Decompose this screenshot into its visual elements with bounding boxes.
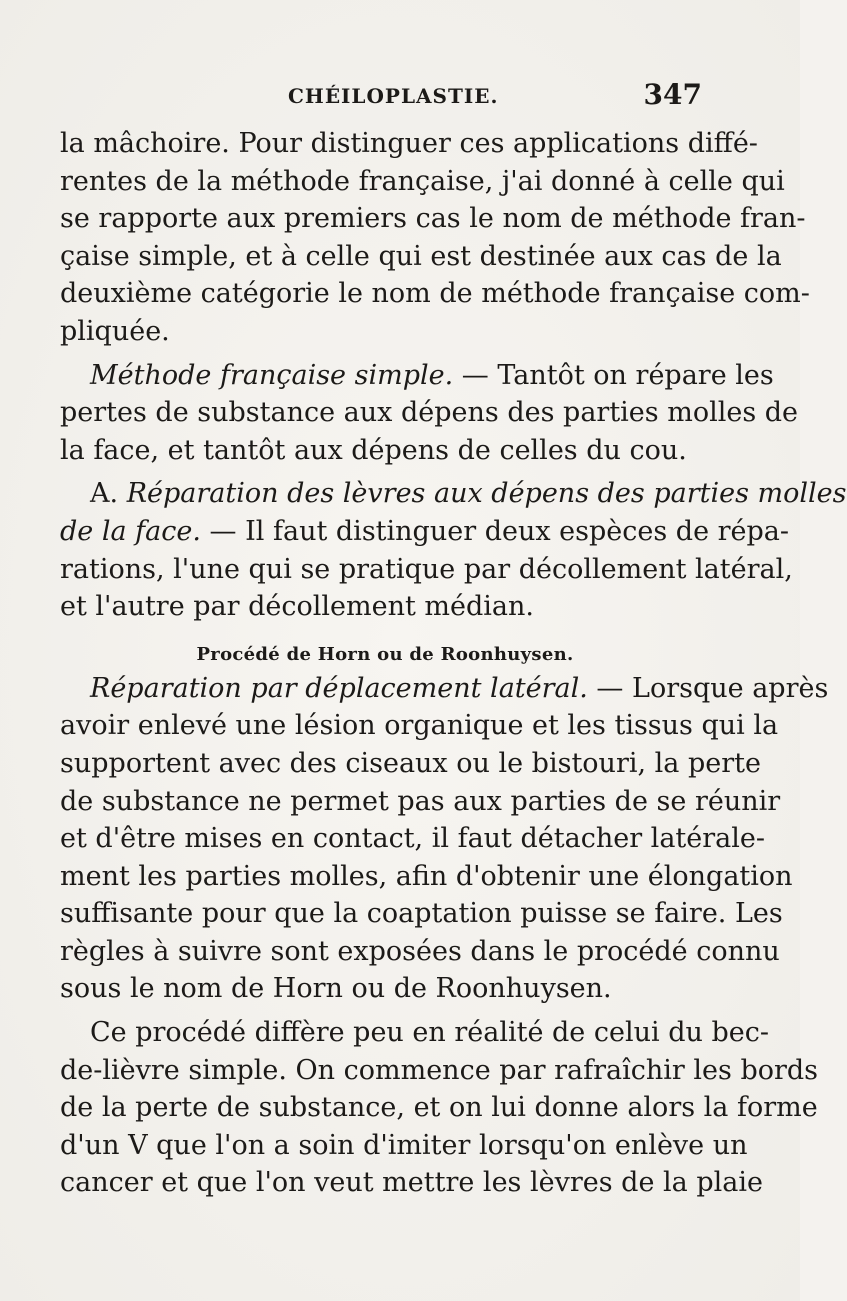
text-line: deuxième catégorie le nom de méthode française com-: [60, 278, 810, 310]
text-run: — Tantôt on répare les: [453, 359, 774, 391]
body-text: [60, 125, 847, 1202]
text-line: suffisante pour que la coaptation puisse se faire. Les: [60, 898, 783, 930]
text-line: de la perte de substance, et on lui donne alors la forme: [60, 1092, 818, 1124]
text-line: [60, 475, 847, 513]
text-line: ment les parties molles, afin d'obtenir une élongation: [60, 860, 793, 892]
text-line: pliquée.: [60, 315, 170, 347]
text-line: règles à suivre sont exposées dans le procédé connu: [60, 935, 780, 967]
text-line: cancer et que l'on veut mettre les lèvres de la plaie: [60, 1167, 763, 1199]
text-line: rations, l'une qui se pratique par décollement latéral,: [60, 553, 793, 585]
text-line: [60, 513, 790, 551]
section-heading: Procédé de Horn ou de Roonhuysen.: [196, 643, 574, 665]
text-line: sous le nom de Horn ou de Roonhuysen.: [60, 973, 612, 1005]
page-number: 347: [643, 78, 702, 111]
paragraph: [60, 125, 810, 351]
text-line: rentes de la méthode française, j'ai donné à celle qui: [60, 165, 785, 197]
paragraph-title: de la face.: [60, 515, 201, 547]
paragraph-title: Réparation des lèvres aux dépens des parties molles: [126, 478, 847, 510]
paragraph: [60, 670, 829, 1008]
paragraph-title: Méthode française simple.: [90, 359, 454, 391]
text-line: et d'être mises en contact, il faut détacher latérale-: [60, 823, 765, 855]
text-line: la face, et tantôt aux dépens de celles du cou.: [60, 434, 687, 466]
paragraph-title: Réparation par déplacement latéral.: [90, 672, 588, 704]
text-line: supportent avec des ciseaux ou le bistouri, la perte: [60, 747, 761, 779]
text-line: çaise simple, et à celle qui est destinée aux cas de la: [60, 240, 782, 272]
text-line: [60, 357, 774, 395]
text-run: — Il faut distinguer deux espèces de répa-: [200, 515, 790, 547]
paragraph: [60, 357, 799, 470]
text-line: Ce procédé diffère peu en réalité de celui du bec-: [90, 1017, 769, 1049]
text-line: d'un V que l'on a soin d'imiter lorsqu'on enlève un: [60, 1129, 748, 1161]
text-run: — Lorsque après: [587, 672, 829, 704]
paragraph-label: A.: [90, 478, 119, 510]
text-line: et l'autre par décollement médian.: [60, 591, 535, 623]
text-line: de substance ne permet pas aux parties de se réunir: [60, 785, 781, 817]
text-line: de-lièvre simple. On commence par rafraîchir les bords: [60, 1054, 819, 1086]
running-title: CHÉILOPLASTIE.: [288, 84, 499, 108]
text-line: avoir enlevé une lésion organique et les tissus qui la: [60, 710, 779, 742]
paragraph: [60, 475, 847, 625]
text-line: pertes de substance aux dépens des parties molles de: [60, 397, 799, 429]
page-header: [60, 78, 710, 114]
paragraph: [60, 1014, 819, 1202]
text-line: se rapporte aux premiers cas le nom de méthode fran-: [60, 203, 806, 235]
text-line: [60, 670, 829, 708]
text-line: la mâchoire. Pour distinguer ces applications diffé-: [60, 128, 758, 159]
